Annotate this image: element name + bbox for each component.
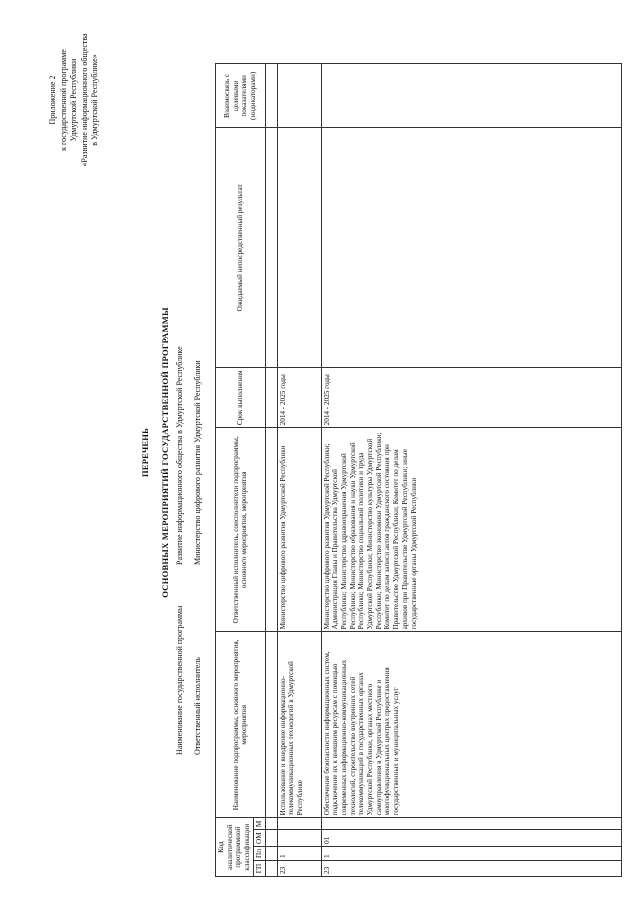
appendix-line: «Развитие информационного общества: [79, 33, 89, 167]
program-value: Развитие информационного общества в Удмуртской Республике: [175, 346, 184, 565]
cell-result: [321, 128, 621, 368]
header-row: [216, 64, 254, 877]
header-term: Срок выполнения: [216, 368, 266, 428]
header-m: М: [253, 818, 265, 830]
header-gp: ГП: [253, 861, 265, 877]
appendix-block: [48, 0, 101, 200]
cell-gp: 23: [277, 861, 321, 877]
cell-link: [277, 64, 321, 128]
table-row: [321, 64, 621, 877]
header-link: Взаимосвязь с целевыми показателями (индикаторами): [216, 64, 266, 128]
cell-pp: 1: [321, 846, 621, 860]
header-om: ОМ: [253, 830, 265, 847]
executor-label: Ответственный исполнитель: [193, 657, 202, 755]
table-row: [277, 64, 321, 877]
cell-term: 2014 - 2025 годы: [277, 368, 321, 428]
measures-table: [215, 63, 622, 877]
cell-om: [277, 830, 321, 847]
cell-m: [277, 818, 321, 830]
header-executor: Ответственный исполнитель, соисполнители подпрограммы, основного мероприятия, мероприятия: [216, 428, 266, 632]
cell-name: Использование и внедрение информационно-телекоммуникационных технологий в Удмуртской Республике: [277, 632, 321, 818]
cell-name: Обеспечение безопасности информационных систем, подключение их к внешним ресурсам с помощью современных информационно-коммуникационных технологий, строительство внутренних сетей телекоммуникаций в государственных органах Удмуртской Республики, органах местного самоуправления в Удмуртской Республике и многофункциональных центрах предоставления государственных и муниципальных услуг: [321, 632, 621, 818]
cell-link: [321, 64, 621, 128]
cell-gp: 23: [321, 861, 621, 877]
appendix-line: Приложение 2: [48, 75, 57, 125]
executor-value: Министерство цифрового развития Удмуртской Республики: [193, 360, 202, 565]
cell-result: [277, 128, 321, 368]
appendix-line: к государственной программе: [58, 49, 68, 151]
appendix-line: Удмуртской Республики: [69, 58, 78, 142]
cell-pp: 1: [277, 846, 321, 860]
cell-executor: Министерство цифрового развития Удмуртской Республики; Администрация Главы и Правительства Удмуртской Республики; Министерство здравоохранения Удмуртской Республики; Министерство образования и науки Удмуртской Республики; Министерство социальной политики и труда Удмуртской Республики; Министерство культуры Удмуртской Республики; Министерство экономики Удмуртской Республики; Комитет по делам записи актов гражданского состояния при Правительстве Удмуртской Республики; Комитет по делам архивов при Правительстве Удмуртской Республики; иные государственные органы Удмуртской Республики: [321, 428, 621, 632]
document-title: ПЕРЕЧЕНЬ: [140, 428, 150, 477]
header-result: Ожидаемый непосредственный результат: [216, 128, 266, 368]
header-code-group: Код аналитической программной классификации: [216, 818, 254, 877]
cell-m: [321, 818, 621, 830]
cell-om: 01: [321, 830, 621, 847]
header-pp: Пп: [253, 846, 265, 860]
document-subtitle: ОСНОВНЫХ МЕРОПРИЯТИЙ ГОСУДАРСТВЕННОЙ ПРОГРАММЫ: [160, 307, 170, 598]
cell-term: 2014 - 2025 годы: [321, 368, 621, 428]
spacer-row: [265, 64, 277, 877]
appendix-line: в Удмуртской Республике»: [90, 54, 99, 146]
cell-executor: Министерство цифрового развития Удмуртской Республики: [277, 428, 321, 632]
header-name: Наименование подпрограммы, основного мероприятия, мероприятия: [216, 632, 266, 818]
program-label: Наименование государственной программы: [175, 605, 184, 755]
